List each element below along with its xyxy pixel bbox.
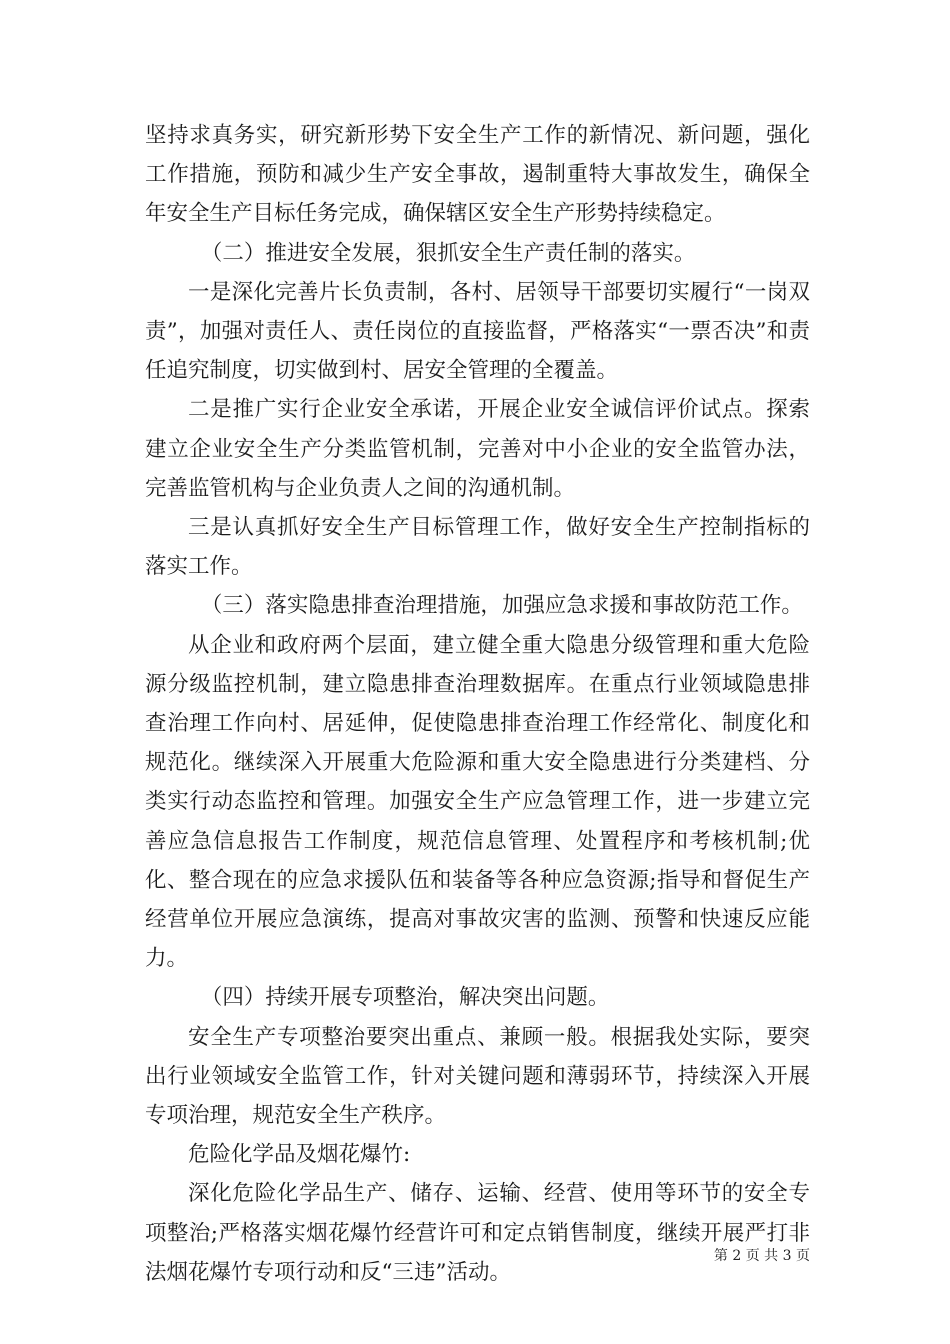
paragraph-hazard-management: 从企业和政府两个层面，建立健全重大隐患分级管理和重大危险源分级监控机制，建立隐患排查治理数据库。在重点行业领域隐患排查治理工作向村、居延伸，促使隐患排查治理工作经常化、制度化和规范化。继续深入开展重大危险源和重大安全隐患进行分类建档、分类实行动态监控和管理。加强安全生产应急管理工作，进一步建立完善应急信息报告工作制度，规范信息管理、处置程序和考核机制;优化、整合现在的应急求援队伍和装备等各种应急资源;指导和督促生产经营单位开展应急演练，提高对事故灾害的监测、预警和快速反应能力。 [145,632,810,972]
paragraph-intro-continuation: 坚持求真务实，研究新形势下安全生产工作的新情况、新问题，强化工作措施，预防和减少生产安全事故，遏制重特大事故发生，确保全年安全生产目标任务完成，确保辖区安全生产形势持续稳定。 [145,123,810,227]
section-heading-4: （四）持续开展专项整治，解决突出问题。 [200,985,610,1011]
paragraph-item-1: 一是深化完善片长负责制，各村、居领导干部要切实履行“一岗双责”，加强对责任人、责任岗位的直接监督，严格落实“一票否决”和责任追究制度，切实做到村、居安全管理的全覆盖。 [145,279,810,384]
section-heading-2: （二）推进安全发展，狠抓安全生产责任制的落实。 [200,240,696,266]
paragraph-hazardous-chemicals: 深化危险化学品生产、储存、运输、经营、使用等环节的安全专项整治;严格落实烟花爆竹经营许可和定点销售制度，继续开展严打非法烟花爆竹专项行动和反“三违”活动。 [145,1181,810,1285]
paragraph-item-2: 二是推广实行企业安全承诺，开展企业安全诚信评价试点。探索建立企业安全生产分类监管机制，完善对中小企业的安全监管办法，完善监管机构与企业负责人之间的沟通机制。 [145,397,810,501]
paragraph-item-3: 三是认真抓好安全生产目标管理工作，做好安全生产控制指标的落实工作。 [145,515,810,580]
subheading-hazardous-chemicals: 危险化学品及烟花爆竹: [188,1142,411,1168]
paragraph-special-rectification: 安全生产专项整治要突出重点、兼顾一般。根据我处实际，要突出行业领域安全监管工作，针对关键问题和薄弱环节，持续深入开展专项治理，规范安全生产秩序。 [145,1024,810,1129]
section-heading-3: （三）落实隐患排查治理措施，加强应急求援和事故防范工作。 [200,593,803,619]
document-body [145,116,810,1292]
page-number: 第 2 页 共 3 页 [713,1248,810,1264]
